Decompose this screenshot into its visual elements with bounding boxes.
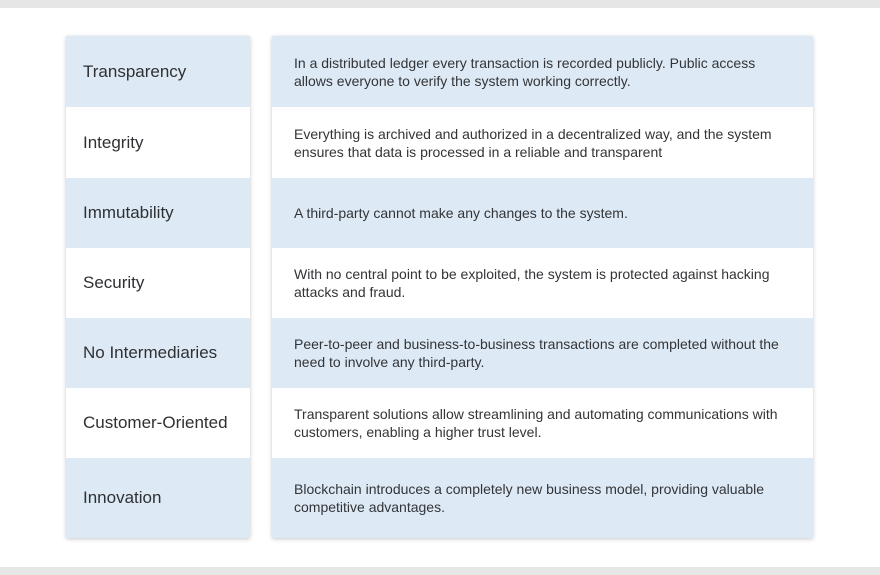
term-row <box>66 458 250 538</box>
description-row <box>272 36 813 107</box>
term-label: No Intermediaries <box>83 343 218 362</box>
terms-column <box>66 36 250 538</box>
description-row <box>272 107 813 178</box>
term-row <box>66 388 250 458</box>
description-text: Everything is archived and authorized in a decentralized way, and the system ensures that data is processed in a reliable and transparent <box>294 125 772 160</box>
term-row <box>66 178 250 248</box>
term-label: Security <box>83 273 145 292</box>
description-text: With no central point to be exploited, the system is protected against hacking attacks and fraud. <box>294 266 770 300</box>
term-label: Customer-Oriented <box>83 413 228 432</box>
description-row <box>272 388 813 458</box>
term-label: Innovation <box>83 488 162 507</box>
description-row <box>272 248 813 318</box>
term-row <box>66 107 250 178</box>
description-row <box>272 318 813 388</box>
description-row <box>272 178 813 248</box>
term-row <box>66 36 250 107</box>
term-label: Immutability <box>83 203 174 222</box>
description-text: Blockchain introduces a completely new business model, providing valuable competitive advantages. <box>294 481 765 515</box>
term-label: Transparency <box>83 61 187 81</box>
bottom-divider-bar <box>0 567 880 575</box>
term-row <box>66 248 250 318</box>
description-text: In a distributed ledger every transaction is recorded publicly. Public access allows everyone to verify the system working correctly. <box>294 54 756 89</box>
description-text: A third-party cannot make any changes to the system. <box>294 205 628 221</box>
description-row <box>272 458 813 538</box>
descriptions-column <box>272 36 813 538</box>
top-divider-bar <box>0 0 880 8</box>
term-label: Integrity <box>83 132 144 152</box>
description-text: Peer-to-peer and business-to-business transactions are completed without the need to involve any third-party. <box>294 336 779 370</box>
term-row <box>66 318 250 388</box>
description-text: Transparent solutions allow streamlining and automating communications with customers, enabling a higher trust level. <box>294 406 778 440</box>
